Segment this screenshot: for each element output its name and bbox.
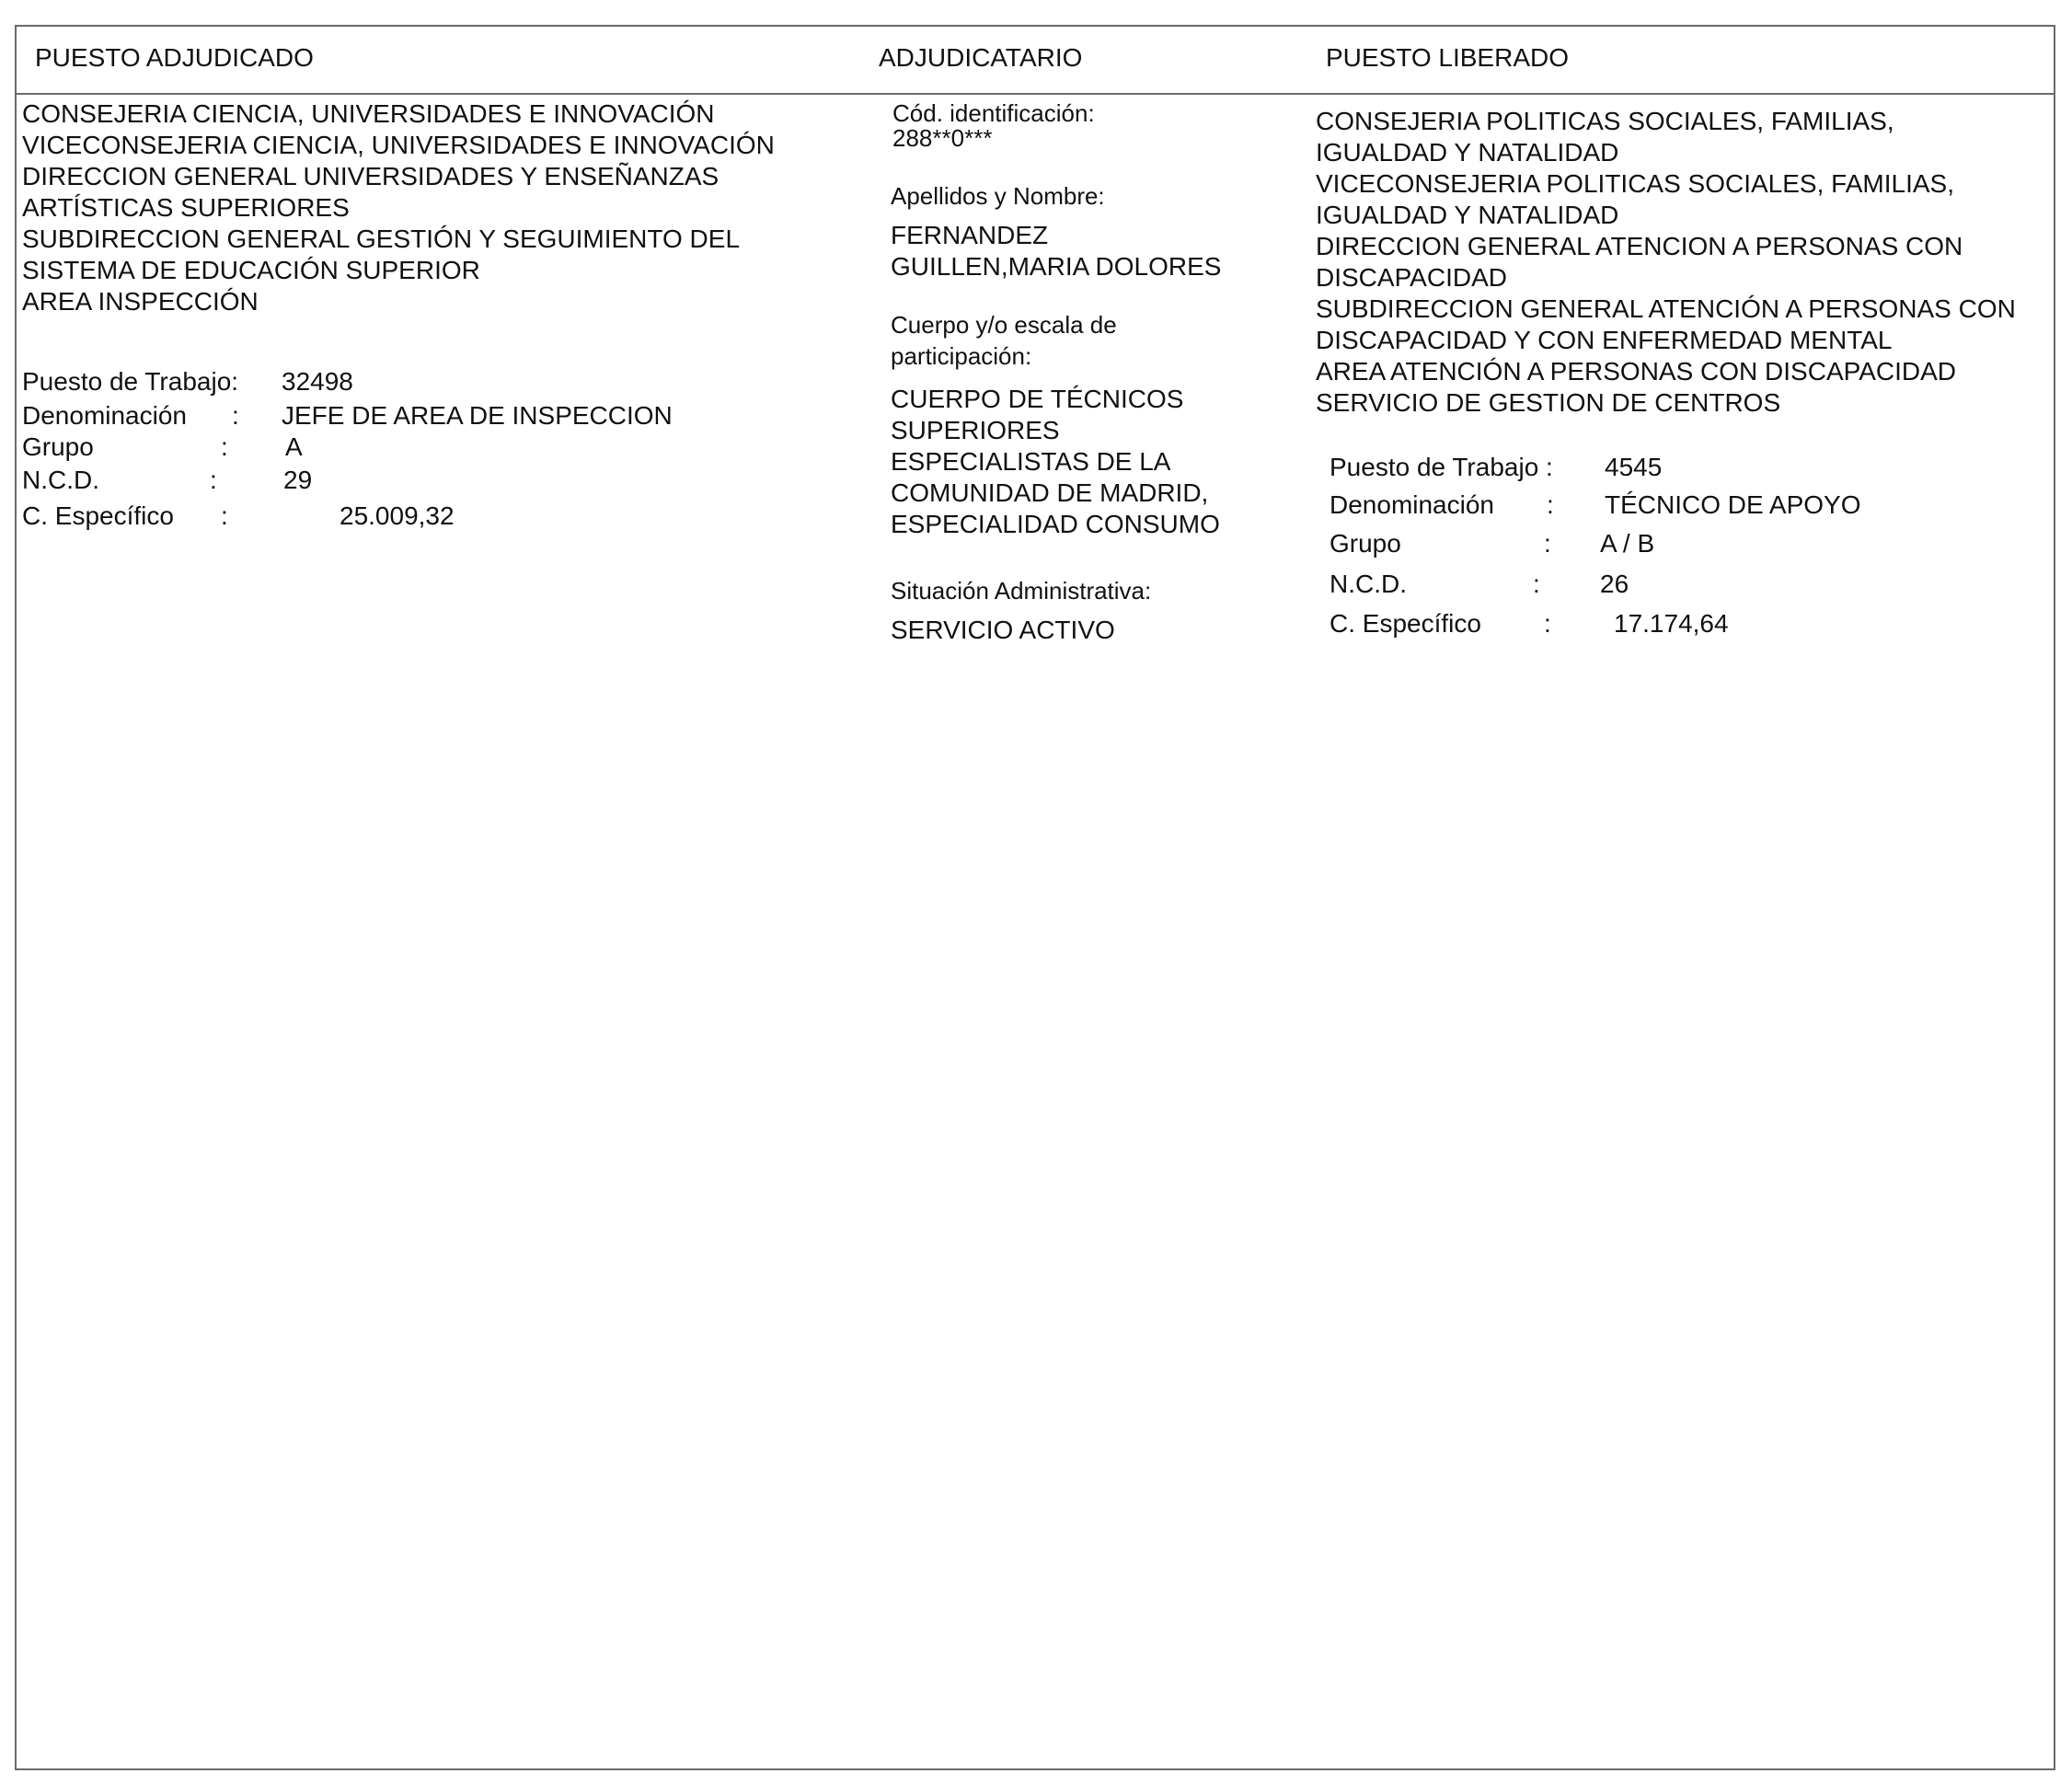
adjudicatario-cuerpo-line: COMUNIDAD DE MADRID, <box>891 478 1209 507</box>
liberado-puesto-label: Puesto de Trabajo : <box>1330 453 1553 481</box>
adjudicado-ncd-value: 29 <box>283 466 313 494</box>
adjudicatario-cuerpo-label <box>891 309 1117 372</box>
liberado-org-line: VICECONSEJERIA POLITICAS SOCIALES, FAMILIAS, <box>1316 169 1954 198</box>
liberado-org-line: IGUALDAD Y NATALIDAD <box>1316 201 1619 229</box>
liberado-organization <box>1316 106 2016 419</box>
liberado-ncd-colon: : <box>1533 570 1540 598</box>
adjudicado-grupo-colon: : <box>221 432 228 461</box>
adjudicado-especifico-label: C. Específico <box>22 501 174 530</box>
liberado-org-line: DISCAPACIDAD Y CON ENFERMEDAD MENTAL <box>1316 326 1893 354</box>
adjudicatario-situacion-label: Situación Administrativa: <box>891 577 1152 605</box>
adjudicatario-cuerpo-label-line: participación: <box>891 342 1032 370</box>
liberado-org-line: DISCAPACIDAD <box>1316 263 1507 292</box>
adjudicado-denominacion-colon: : <box>232 401 239 430</box>
adjudicado-org-line: ARTÍSTICAS SUPERIORES <box>22 193 350 222</box>
adjudicado-grupo-label: Grupo <box>22 432 94 461</box>
adjudicado-org-line: SISTEMA DE EDUCACIÓN SUPERIOR <box>22 256 480 284</box>
adjudicatario-cuerpo-line: ESPECIALISTAS DE LA <box>891 447 1171 476</box>
liberado-org-line: AREA ATENCIÓN A PERSONAS CON DISCAPACIDAD <box>1316 357 1957 386</box>
liberado-org-line: SERVICIO DE GESTION DE CENTROS <box>1316 388 1781 417</box>
liberado-especifico-value: 17.174,64 <box>1614 609 1729 638</box>
adjudicado-ncd-colon: : <box>210 466 217 494</box>
header-divider <box>15 93 2055 95</box>
header-puesto-liberado: PUESTO LIBERADO <box>1326 43 1570 72</box>
liberado-grupo-value: A / B <box>1600 529 1655 558</box>
adjudicado-denominacion-label: Denominación <box>22 401 187 430</box>
liberado-ncd-value: 26 <box>1600 570 1629 598</box>
adjudicado-denominacion-value: JEFE DE AREA DE INSPECCION <box>282 401 673 430</box>
adjudicatario-cuerpo <box>891 384 1220 540</box>
liberado-grupo-colon: : <box>1544 529 1551 558</box>
liberado-denominacion-value: TÉCNICO DE APOYO <box>1605 490 1861 519</box>
adjudicatario-nombre <box>891 220 1221 282</box>
adjudicado-org-line: SUBDIRECCION GENERAL GESTIÓN Y SEGUIMIENTO DEL <box>22 225 741 253</box>
header-puesto-adjudicado: PUESTO ADJUDICADO <box>35 43 314 72</box>
adjudicado-puesto-label: Puesto de Trabajo: <box>22 367 239 396</box>
liberado-puesto-value: 4545 <box>1605 453 1663 481</box>
adjudicado-ncd-label: N.C.D. <box>22 466 99 494</box>
adjudicado-puesto-value: 32498 <box>282 367 353 396</box>
liberado-ncd-label: N.C.D. <box>1330 570 1407 598</box>
adjudicatario-cuerpo-line: ESPECIALIDAD CONSUMO <box>891 510 1220 538</box>
liberado-org-line: IGUALDAD Y NATALIDAD <box>1316 138 1619 167</box>
adjudicatario-nombre-line: FERNANDEZ <box>891 221 1049 249</box>
adjudicatario-nombre-label: Apellidos y Nombre: <box>891 182 1105 210</box>
adjudicado-org-line: VICECONSEJERIA CIENCIA, UNIVERSIDADES E INNOVACIÓN <box>22 131 775 159</box>
header-adjudicatario: ADJUDICATARIO <box>879 43 1083 72</box>
adjudicatario-cuerpo-line: SUPERIORES <box>891 416 1060 444</box>
liberado-org-line: CONSEJERIA POLITICAS SOCIALES, FAMILIAS, <box>1316 107 1894 135</box>
liberado-especifico-colon: : <box>1544 609 1551 638</box>
adjudicatario-cod-value: 288**0*** <box>892 124 993 152</box>
liberado-denominacion-colon: : <box>1547 490 1554 519</box>
adjudicado-especifico-colon: : <box>221 501 228 530</box>
adjudicado-org-line: AREA INSPECCIÓN <box>22 287 259 316</box>
liberado-org-line: DIRECCION GENERAL ATENCION A PERSONAS CON <box>1316 232 1963 260</box>
adjudicado-grupo-value: A <box>285 432 303 461</box>
adjudicado-org-line: CONSEJERIA CIENCIA, UNIVERSIDADES E INNOVACIÓN <box>22 99 715 128</box>
liberado-denominacion-label: Denominación <box>1330 490 1494 519</box>
adjudicado-organization <box>22 98 775 317</box>
adjudicado-especifico-value: 25.009,32 <box>340 501 455 530</box>
liberado-especifico-label: C. Específico <box>1330 609 1481 638</box>
liberado-org-line: SUBDIRECCION GENERAL ATENCIÓN A PERSONAS CON <box>1316 294 2016 323</box>
adjudicado-org-line: DIRECCION GENERAL UNIVERSIDADES Y ENSEÑANZAS <box>22 162 719 190</box>
adjudicatario-cuerpo-label-line: Cuerpo y/o escala de <box>891 311 1117 339</box>
adjudicatario-nombre-line: GUILLEN,MARIA DOLORES <box>891 252 1222 281</box>
adjudicatario-cod-label: Cód. identificación: <box>892 99 1095 127</box>
adjudicatario-cuerpo-line: CUERPO DE TÉCNICOS <box>891 385 1184 413</box>
adjudicatario-situacion-value: SERVICIO ACTIVO <box>891 616 1115 644</box>
liberado-grupo-label: Grupo <box>1330 529 1401 558</box>
